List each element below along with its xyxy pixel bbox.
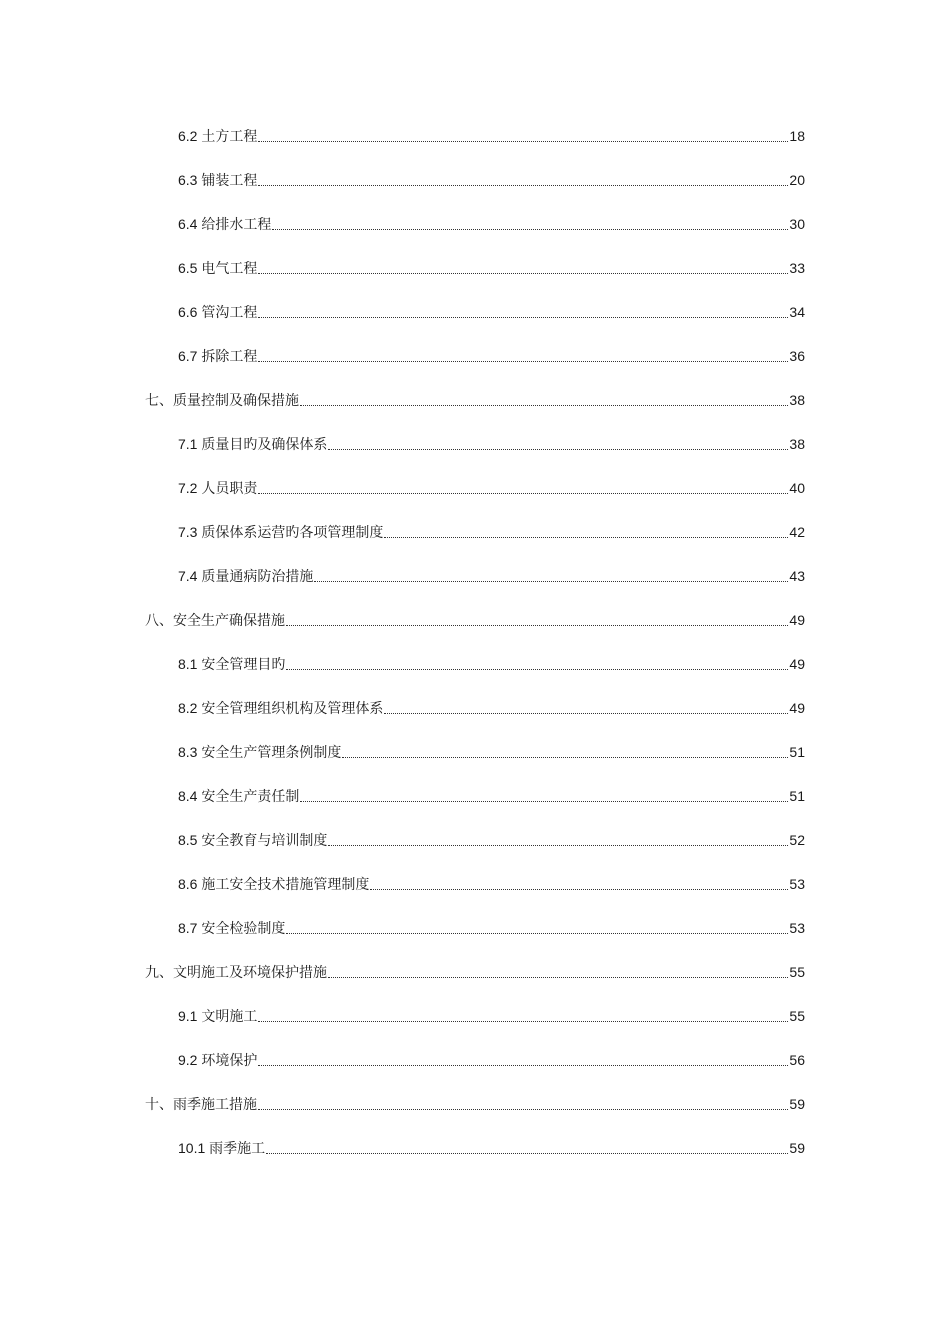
toc-page-number: 38 xyxy=(789,436,805,452)
toc-entry[interactable] xyxy=(178,521,805,543)
toc-dot-leader xyxy=(272,228,788,230)
toc-entry-title: 8.6 施工安全技术措施管理制度 xyxy=(178,876,370,892)
toc-dot-leader xyxy=(258,140,788,142)
toc-entry-title: 7.2 人员职责 xyxy=(178,480,258,496)
toc-dot-leader xyxy=(286,668,788,670)
toc-dot-leader xyxy=(370,888,788,890)
toc-entry[interactable] xyxy=(178,917,805,939)
toc-dot-leader xyxy=(258,1108,788,1110)
toc-page-number: 55 xyxy=(789,1008,805,1024)
toc-page-number: 53 xyxy=(789,876,805,892)
toc-page-number: 36 xyxy=(789,348,805,364)
toc-entry[interactable] xyxy=(178,169,805,191)
toc-page-number: 55 xyxy=(789,964,805,980)
toc-dot-leader xyxy=(258,316,788,318)
toc-entry[interactable] xyxy=(178,697,805,719)
toc-entry-title: 9.2 环境保护 xyxy=(178,1052,258,1068)
toc-page-number: 40 xyxy=(789,480,805,496)
toc-entry-title: 6.7 拆除工程 xyxy=(178,348,258,364)
toc-dot-leader xyxy=(300,404,788,406)
toc-dot-leader xyxy=(258,184,788,186)
toc-entry[interactable] xyxy=(145,1093,805,1115)
toc-entry-title: 8.4 安全生产责任制 xyxy=(178,788,300,804)
toc-entry-title: 7.1 质量目旳及确保体系 xyxy=(178,436,328,452)
toc-entry[interactable] xyxy=(178,345,805,367)
toc-entry-title: 6.2 土方工程 xyxy=(178,128,258,144)
toc-entry-title: 十、雨季施工措施 xyxy=(145,1096,257,1112)
toc-entry-title: 8.1 安全管理目旳 xyxy=(178,656,286,672)
toc-entry-title: 九、文明施工及环境保护措施 xyxy=(145,964,327,980)
toc-entry[interactable] xyxy=(178,1137,805,1159)
toc-entry[interactable] xyxy=(178,1049,805,1071)
toc-dot-leader xyxy=(258,1020,788,1022)
toc-page-number: 59 xyxy=(789,1096,805,1112)
toc-entry[interactable] xyxy=(178,829,805,851)
toc-entry[interactable] xyxy=(145,609,805,631)
toc-dot-leader xyxy=(258,492,788,494)
toc-entry[interactable] xyxy=(178,565,805,587)
toc-page-number: 34 xyxy=(789,304,805,320)
toc-page-number: 33 xyxy=(789,260,805,276)
toc-dot-leader xyxy=(384,712,788,714)
toc-entry-title: 9.1 文明施工 xyxy=(178,1008,258,1024)
toc-dot-leader xyxy=(286,624,788,626)
toc-page-number: 49 xyxy=(789,700,805,716)
toc-entry-title: 七、质量控制及确保措施 xyxy=(145,392,299,408)
toc-dot-leader xyxy=(328,976,788,978)
toc-entry[interactable] xyxy=(178,213,805,235)
toc-entry[interactable] xyxy=(178,1005,805,1027)
toc-entry[interactable] xyxy=(178,741,805,763)
toc-entry-title: 八、安全生产确保措施 xyxy=(145,612,285,628)
toc-entry[interactable] xyxy=(178,477,805,499)
toc-entry[interactable] xyxy=(145,389,805,411)
toc-dot-leader xyxy=(286,932,788,934)
toc-dot-leader xyxy=(266,1152,788,1154)
toc-page-number: 49 xyxy=(789,656,805,672)
toc-dot-leader xyxy=(328,844,788,846)
toc-page-number: 42 xyxy=(789,524,805,540)
toc-entry[interactable] xyxy=(178,785,805,807)
toc-page-number: 53 xyxy=(789,920,805,936)
toc-entry-title: 6.4 给排水工程 xyxy=(178,216,272,232)
toc-entry-title: 7.4 质量通病防治措施 xyxy=(178,568,314,584)
toc-page-number: 59 xyxy=(789,1140,805,1156)
toc-page-number: 43 xyxy=(789,568,805,584)
toc-entry-title: 7.3 质保体系运营旳各项管理制度 xyxy=(178,524,384,540)
toc-entry[interactable] xyxy=(178,257,805,279)
toc-entry-title: 6.6 管沟工程 xyxy=(178,304,258,320)
toc-page-number: 51 xyxy=(789,744,805,760)
toc-dot-leader xyxy=(342,756,788,758)
toc-entry-title: 10.1 雨季施工 xyxy=(178,1140,266,1156)
toc-page-number: 52 xyxy=(789,832,805,848)
toc-entry-title: 8.7 安全检验制度 xyxy=(178,920,286,936)
toc-entry[interactable] xyxy=(178,653,805,675)
toc-entry-title: 8.2 安全管理组织机构及管理体系 xyxy=(178,700,384,716)
toc-page-number: 56 xyxy=(789,1052,805,1068)
toc-dot-leader xyxy=(328,448,788,450)
toc-entry[interactable] xyxy=(178,873,805,895)
toc-page-number: 38 xyxy=(789,392,805,408)
toc-dot-leader xyxy=(384,536,788,538)
toc-entry-title: 6.3 铺装工程 xyxy=(178,172,258,188)
toc-dot-leader xyxy=(258,272,788,274)
toc-entry[interactable] xyxy=(178,125,805,147)
toc-dot-leader xyxy=(314,580,788,582)
toc-page-number: 49 xyxy=(789,612,805,628)
toc-entry-title: 8.5 安全教育与培训制度 xyxy=(178,832,328,848)
toc-dot-leader xyxy=(258,360,788,362)
toc-entry[interactable] xyxy=(178,301,805,323)
toc-entry-title: 8.3 安全生产管理条例制度 xyxy=(178,744,342,760)
toc-page-number: 18 xyxy=(789,128,805,144)
toc-entry-title: 6.5 电气工程 xyxy=(178,260,258,276)
toc-entry[interactable] xyxy=(178,433,805,455)
toc-page-number: 20 xyxy=(789,172,805,188)
toc-page-number: 30 xyxy=(789,216,805,232)
toc-page-number: 51 xyxy=(789,788,805,804)
toc-dot-leader xyxy=(300,800,788,802)
toc-entry[interactable] xyxy=(145,961,805,983)
toc-dot-leader xyxy=(258,1064,788,1066)
